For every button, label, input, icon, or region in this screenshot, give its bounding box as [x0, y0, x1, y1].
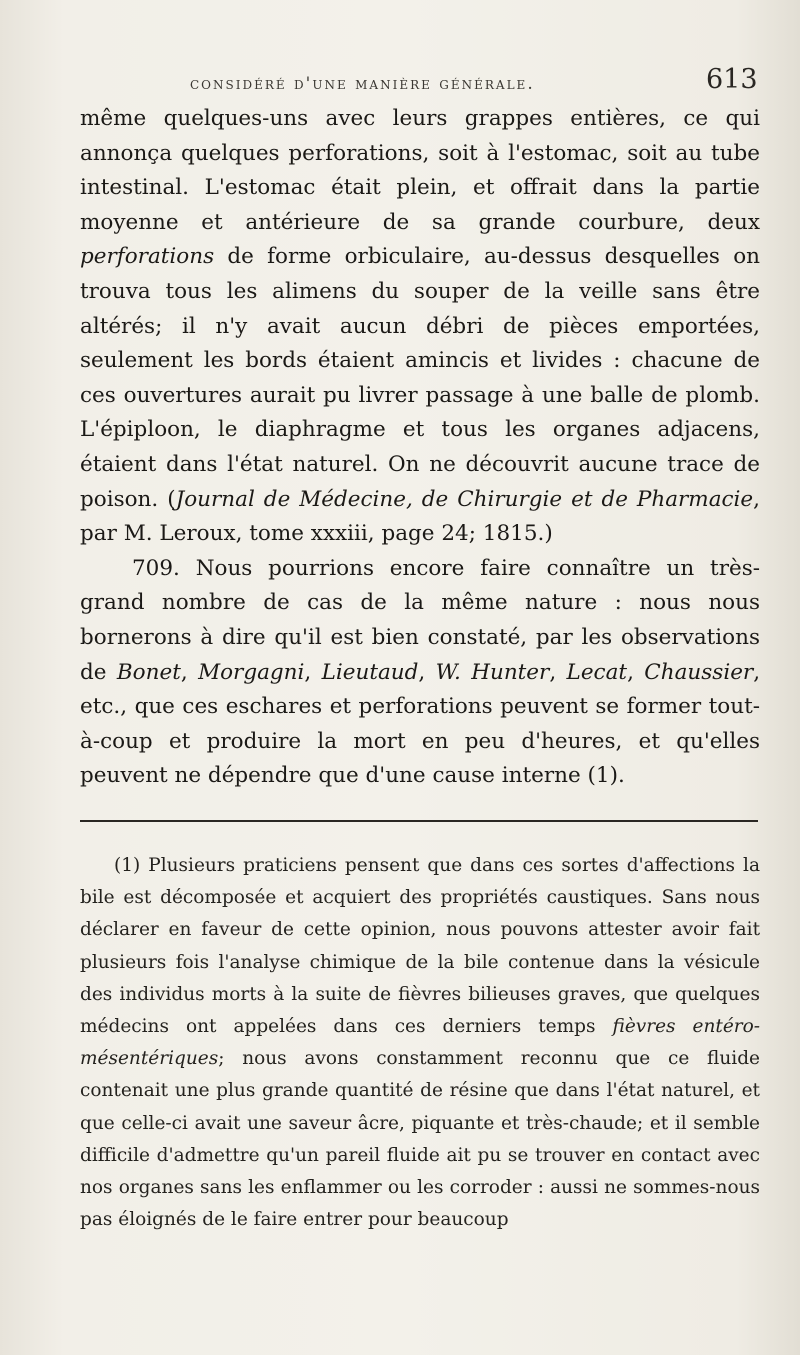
author-name: W. Hunter [435, 659, 550, 685]
author-name: Morgagni [198, 659, 305, 685]
separator: , [418, 659, 436, 685]
journal-title: Journal de Médecine, de Chirurgie et de Pharmacie [175, 486, 754, 512]
text-run: de forme orbiculaire, au-dessus desquelles on trouva tous les alimens du souper de la veille sans être altérés; il n'y avait aucun débri de pièces emportées, seulement les bords étaient amincis et livides : chacune de ces ouvertures aurait pu livrer passage à une balle de plomb. L'épiploon, le diaphragme et tous les organes adjacens, étaient dans l'état naturel. On ne découvrit aucune trace de poison. ( [80, 244, 760, 512]
author-name: Lecat [566, 659, 628, 685]
main-text [80, 102, 760, 794]
text-run: même quelques-uns avec leurs grappes entières, ce qui annonça quelques perforations, soit à l'estomac, soit au tube intestinal. L'estomac était plein, et offrait dans la partie moyenne et antérieure de sa grande courbure, deux [80, 106, 760, 235]
footnote-divider [80, 820, 758, 822]
separator: , [304, 659, 322, 685]
text-run: Nous pourrions encore faire connaître un très-grand nombre de cas de la même nature : nous nous bornerons à dire qu'il est bien constaté, par les observations de [80, 555, 760, 685]
footnote-paragraph [80, 850, 760, 1236]
separator: , [627, 659, 645, 685]
italic-term: perforations [80, 244, 215, 270]
text-run: Plusieurs praticiens pensent que dans ces sortes d'affections la bile est décomposée et acquiert des propriétés caustiques. Sans nous déclarer en faveur de cette opinion, nous pouvons attester avoir fait plusieurs fois l'analyse chimique de la bile contenue dans la vésicule des individus morts à la suite de fièvres bilieuses graves, que quelques médecins ont appelées dans ces derniers temps [80, 855, 760, 1038]
italic-term: fièvres entéro-mésentériques [80, 1016, 760, 1070]
running-head [0, 64, 800, 104]
text-run: , etc., que ces eschares et perforations peuvent se former tout-à-coup et produire la mort en peu d'heures, et qu'elles peuvent ne dépendre que d'une cause interne (1). [80, 659, 761, 789]
footnote-marker: (1) [114, 855, 141, 876]
paragraph-709 [80, 552, 760, 794]
running-title: considéré d'une manière générale. [190, 74, 535, 94]
author-name: Lieutaud [321, 659, 419, 685]
author-name: Bonet [116, 659, 181, 685]
text-run: ; nous avons constamment reconnu que ce fluide contenait une plus grande quantité de résine que dans l'état naturel, et que celle-ci avait une saveur âcre, piquante et très-chaude; et il semble difficile d'admettre qu'un pareil fluide ait pu se trouver en contact avec nos organes sans les enflammer ou les corroder : aussi ne sommes-nous pas éloignés de le faire entrer pour beaucoup [80, 1048, 760, 1231]
separator: , [549, 659, 567, 685]
separator: , [180, 659, 199, 685]
citation: , par M. Leroux, tome xxxiii, page 24; 1815.) [80, 486, 761, 547]
paragraph-continued [80, 102, 760, 552]
paragraph-number: 709. [132, 555, 180, 581]
page-number: 613 [706, 64, 758, 95]
author-name: Chaussier [644, 659, 754, 685]
footnote [80, 850, 760, 1236]
